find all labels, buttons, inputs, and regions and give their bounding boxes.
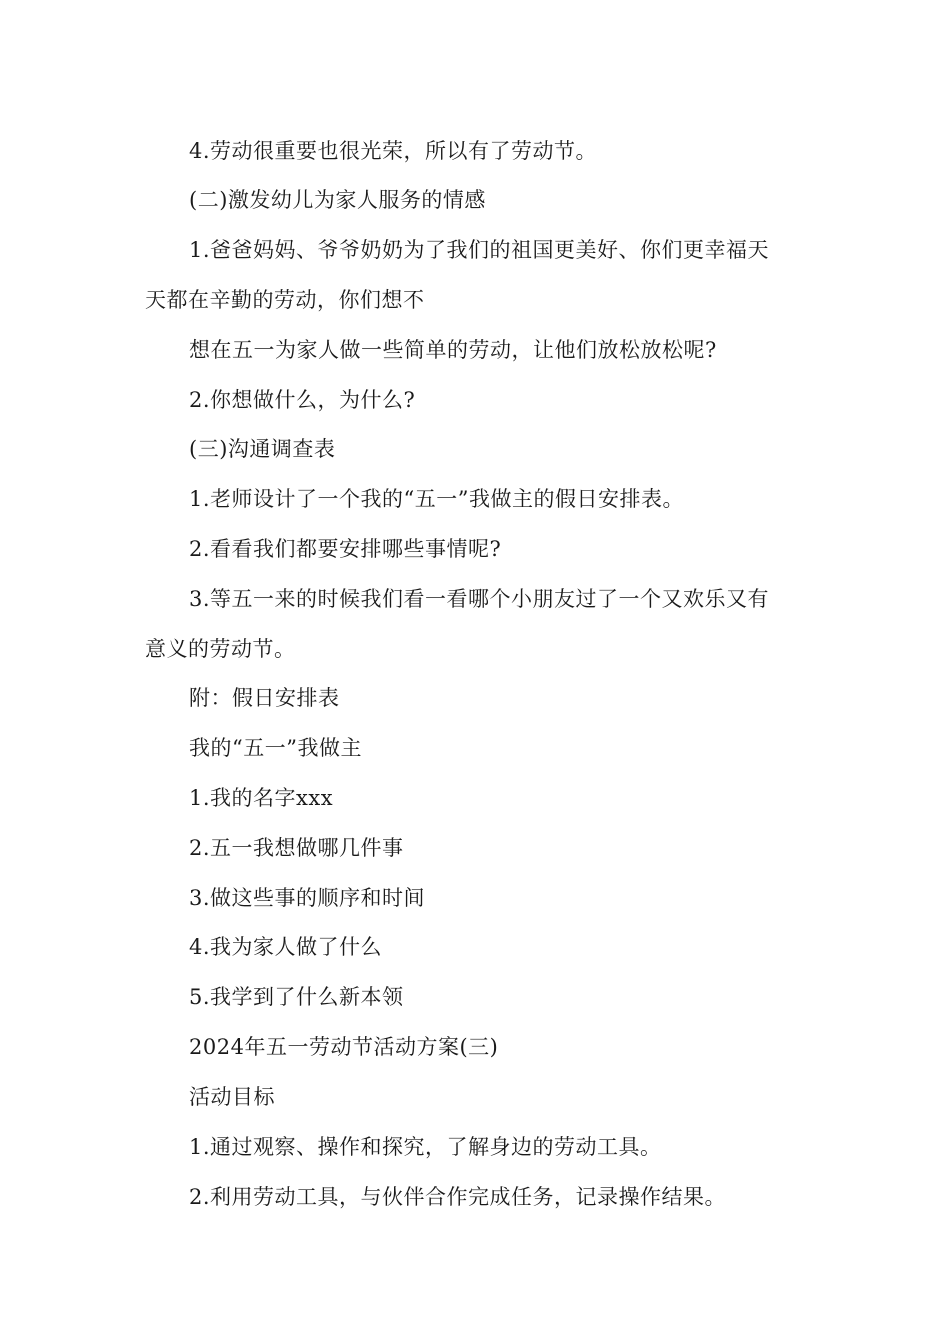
paragraph-line: 想在五一为家人做一些简单的劳动，让他们放松放松呢? [189, 338, 717, 362]
section-heading: (三)沟通调查表 [189, 437, 336, 461]
list-item: 3.做这些事的顺序和时间 [189, 886, 426, 910]
paragraph-line: 3.等五一来的时候我们看一看哪个小朋友过了一个又欢乐又有 [189, 587, 770, 611]
list-item: 2.五一我想做哪几件事 [189, 836, 404, 860]
section-heading: 活动目标 [189, 1085, 275, 1109]
paragraph-line: 2.你想做什么，为什么? [189, 388, 416, 412]
paragraph-line: 1.爸爸妈妈、爷爷奶奶为了我们的祖国更美好、你们更幸福天 [189, 238, 770, 262]
paragraph-line: 天都在辛勤的劳动，你们想不 [145, 288, 425, 312]
paragraph-line: 1.老师设计了一个我的“五一”我做主的假日安排表。 [189, 487, 685, 511]
table-title: 我的“五一”我做主 [189, 736, 362, 760]
list-item: 2.利用劳动工具，与伙伴合作完成任务，记录操作结果。 [189, 1185, 727, 1209]
list-item: 1.通过观察、操作和探究，了解身边的劳动工具。 [189, 1135, 662, 1159]
list-item: 1.我的名字xxx [189, 786, 334, 810]
list-item: 5.我学到了什么新本领 [189, 985, 404, 1009]
appendix-heading: 附：假日安排表 [189, 686, 340, 710]
section-heading: (二)激发幼儿为家人服务的情感 [189, 188, 486, 212]
paragraph-line: 2.看看我们都要安排哪些事情呢? [189, 537, 502, 561]
paragraph-line: 4.劳动很重要也很光荣，所以有了劳动节。 [189, 139, 598, 163]
list-item: 4.我为家人做了什么 [189, 935, 383, 959]
document-heading: 2024年五一劳动节活动方案(三) [189, 1035, 499, 1059]
paragraph-line: 意义的劳动节。 [145, 637, 296, 661]
